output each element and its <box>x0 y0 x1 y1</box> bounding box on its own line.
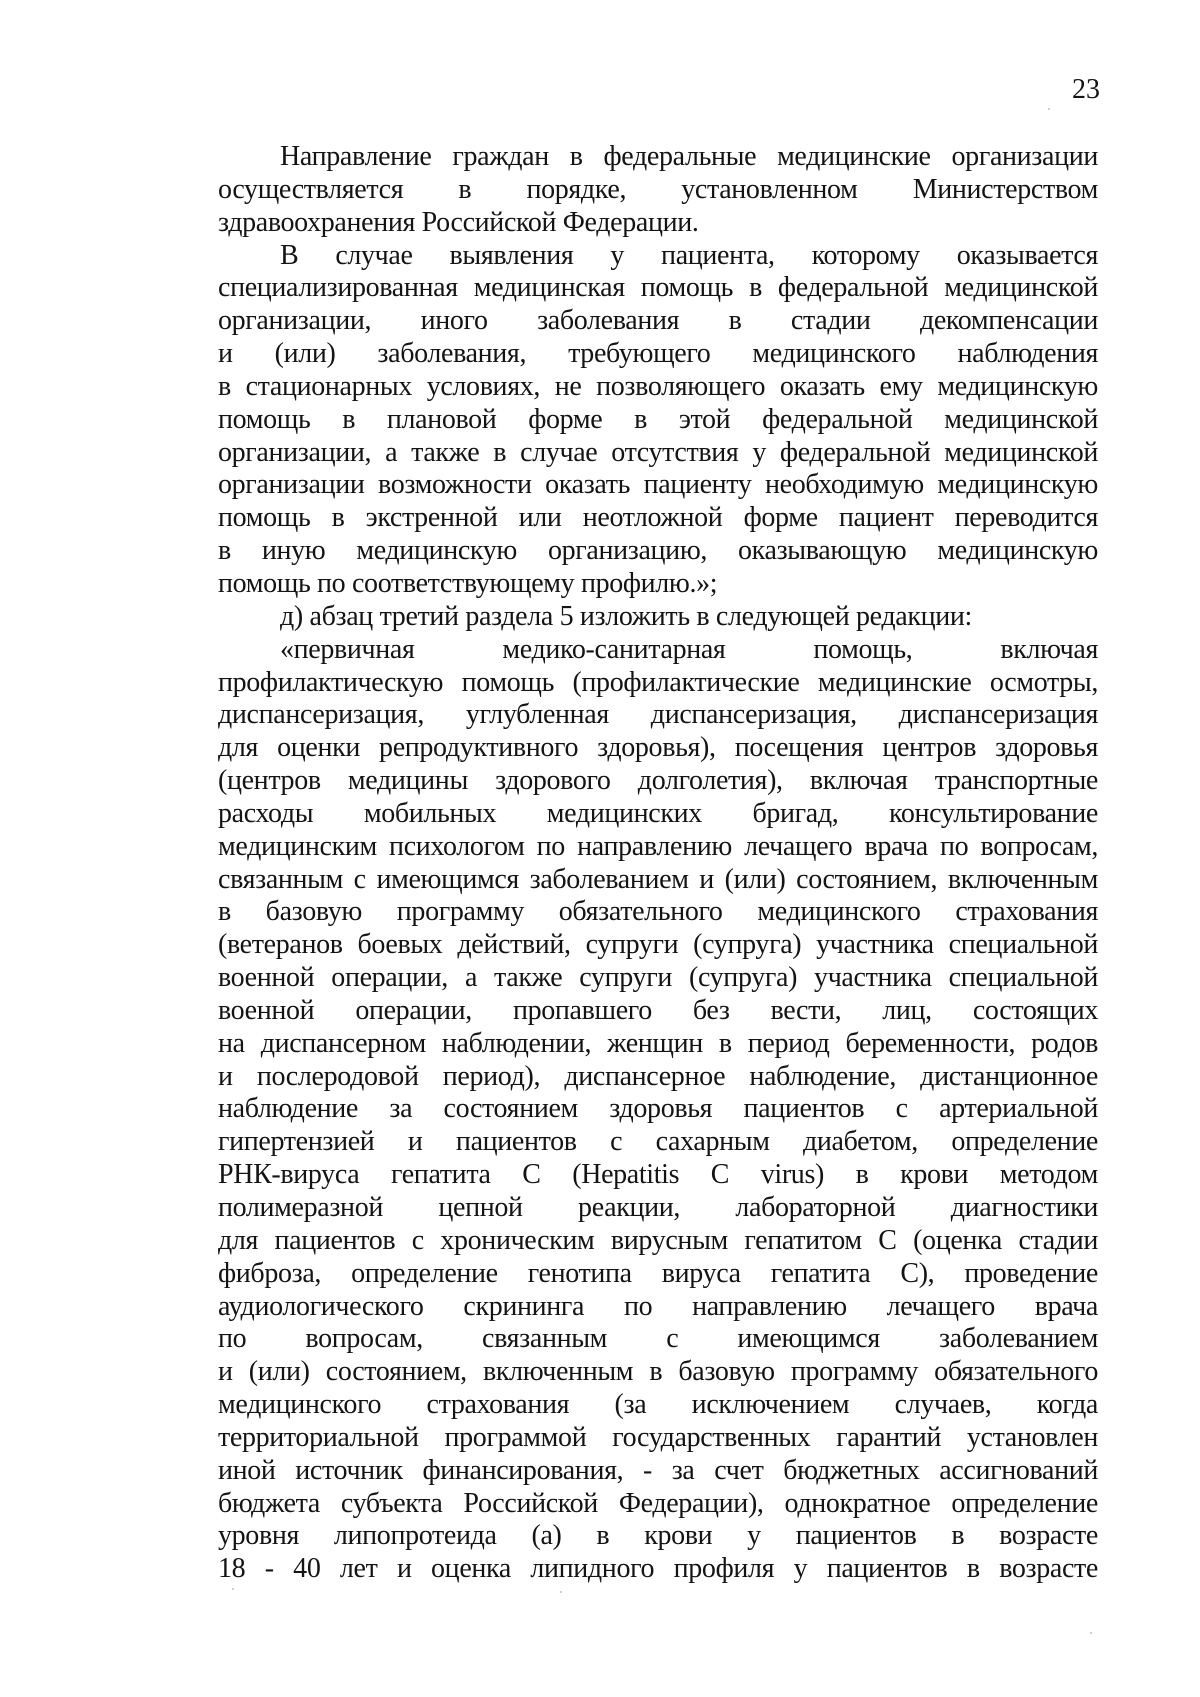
text-line: бюджета субъекта Российской Федерации), однократное определение <box>218 1487 1098 1519</box>
text-line: диспансеризация, углубленная диспансеризация, диспансеризация <box>218 699 1098 731</box>
text-line: для пациентов с хроническим вирусным гепатитом С (оценка стадии <box>218 1224 1098 1256</box>
page-number: 23 <box>1072 74 1100 105</box>
text-line: в базовую программу обязательного медицинского страхования <box>218 896 1098 928</box>
text-line: медицинского страхования (за исключением случаев, когда <box>218 1389 1098 1421</box>
text-line: уровня липопротеида (а) в крови у пациентов в возрасте <box>218 1520 1098 1552</box>
text-line: д) абзац третий раздела 5 изложить в следующей редакции: <box>280 600 972 632</box>
text-line: в иную медицинскую организацию, оказывающую медицинскую <box>218 535 1098 567</box>
text-line: организации, иного заболевания в стадии декомпенсации <box>218 305 1098 337</box>
text-line: организации возможности оказать пациенту необходимую медицинскую <box>218 469 1098 501</box>
paragraph-federal-referral <box>218 141 1098 240</box>
paragraph-patient-transfer <box>218 240 1098 601</box>
text-line: Направление граждан в федеральные медицинские организации <box>280 141 1098 172</box>
text-line: «первичная медико-санитарная помощь, включая <box>280 633 1098 665</box>
text-line: полимеразной цепной реакции, лабораторной диагностики <box>218 1192 1098 1223</box>
text-line: аудиологического скрининга по направлению лечащего врача <box>218 1290 1098 1322</box>
text-line: на диспансерном наблюдении, женщин в период беременности, родов <box>218 1027 1098 1059</box>
text-line: осуществляется в порядке, установленном Министерством <box>218 173 1098 205</box>
scan-speck <box>560 1591 562 1593</box>
text-line: военной операции, пропавшего без вести, лиц, состоящих <box>218 994 1098 1026</box>
text-line: здравоохранения Российской Федерации. <box>218 206 699 238</box>
scan-speck <box>232 1588 234 1590</box>
text-line: по вопросам, связанным с имеющимся заболеванием <box>218 1323 1098 1355</box>
text-line: связанным с имеющимся заболеванием и (или) состоянием, включенным <box>218 863 1098 895</box>
text-line: территориальной программой государственных гарантий установлен <box>218 1421 1098 1453</box>
text-line: РНК-вируса гепатита С (Hepatitis C virus) в крови методом <box>218 1159 1098 1191</box>
text-line: В случае выявления у пациента, которому оказывается <box>280 239 1098 271</box>
text-line: помощь по соответствующему профилю.»; <box>218 567 718 599</box>
text-line: в стационарных условиях, не позволяющего оказать ему медицинскую <box>218 370 1098 402</box>
document-body <box>218 141 1098 1586</box>
text-line: (ветеранов боевых действий, супруги (супруга) участника специальной <box>218 929 1098 961</box>
text-line: иной источник финансирования, - за счет бюджетных ассигнований <box>218 1454 1098 1486</box>
text-line: и (или) заболевания, требующего медицинского наблюдения <box>218 338 1098 370</box>
text-line: помощь в плановой форме в этой федеральной медицинской <box>218 403 1098 435</box>
text-line: 18 - 40 лет и оценка липидного профиля у пациентов в возрасте <box>218 1553 1098 1585</box>
text-line: (центров медицины здорового долголетия), включая транспортные <box>218 765 1098 797</box>
paragraph-primary-care <box>218 634 1098 1586</box>
scan-speck <box>1048 108 1050 110</box>
text-line: военной операции, а также супруги (супруга) участника специальной <box>218 962 1098 994</box>
text-line: для оценки репродуктивного здоровья), посещения центров здоровья <box>218 732 1098 764</box>
text-line: расходы мобильных медицинских бригад, консультирование <box>218 797 1098 829</box>
scan-speck <box>1090 1632 1092 1634</box>
text-line: и послеродовой период), диспансерное наблюдение, дистанционное <box>218 1060 1098 1092</box>
text-line: помощь в экстренной или неотложной форме пациент переводится <box>218 502 1098 534</box>
text-line: медицинским психологом по направлению лечащего врача по вопросам, <box>218 830 1098 862</box>
text-line: специализированная медицинская помощь в федеральной медицинской <box>218 272 1098 304</box>
text-line: фиброза, определение генотипа вируса гепатита С), проведение <box>218 1257 1098 1289</box>
paragraph-amendment-d <box>218 601 1098 634</box>
text-line: и (или) состоянием, включенным в базовую программу обязательного <box>218 1356 1098 1388</box>
text-line: организации, а также в случае отсутствия у федеральной медицинской <box>218 436 1098 468</box>
text-line: профилактическую помощь (профилактические медицинские осмотры, <box>218 666 1098 698</box>
text-line: гипертензией и пациентов с сахарным диабетом, определение <box>218 1126 1098 1158</box>
text-line: наблюдение за состоянием здоровья пациентов с артериальной <box>218 1093 1098 1125</box>
